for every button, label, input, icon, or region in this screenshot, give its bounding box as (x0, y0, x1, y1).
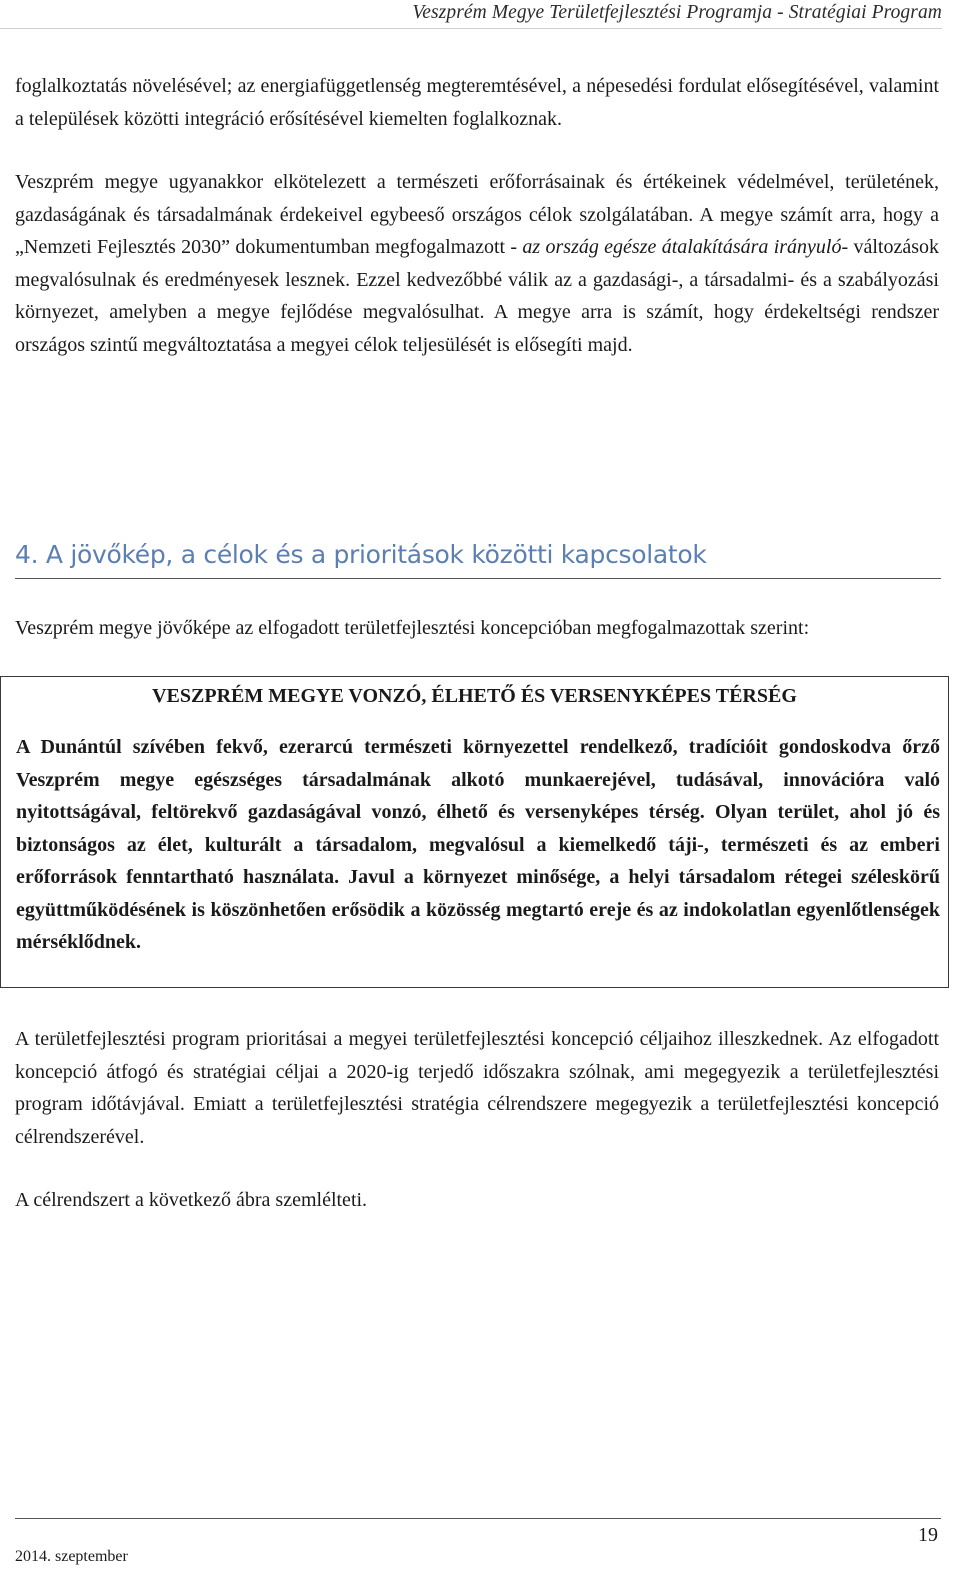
paragraph-1: foglalkoztatás növelésével; az energiafüggetlenség megteremtésével, a népesedési fordulat elősegítésével, valamint a települések közötti integráció erősítésével kiemelten foglalkoznak. (15, 75, 939, 130)
page-number: 19 (918, 1524, 938, 1546)
paragraph-2-text-a: Veszprém megye ugyanakkor elkötelezett a természeti erőforrásainak és értékeinek védelmével, területének, gazdaságának és társadalmának érdekeivel egybeeső országos célok szolgálatában. A megye számít arra, hogy a „Nemzeti Fejlesztés 2030” dokumentumban megfogalmazott - (15, 171, 939, 258)
footer-date: 2014. szeptember (15, 1548, 128, 1565)
vision-box (0, 676, 949, 988)
paragraph-2-italic: az ország egésze átalakítására irányuló (522, 236, 842, 258)
paragraph-3: Veszprém megye jövőképe az elfogadott területfejlesztési koncepcióban megfogalmazottak szerint: (15, 617, 810, 639)
vision-title: VESZPRÉM MEGYE VONZÓ, ÉLHETŐ ÉS VERSENYKÉPES TÉRSÉG (152, 685, 797, 707)
vision-text: A Dunántúl szívében fekvő, ezerarcú természeti környezettel rendelkező, tradícióit gondoskodva őrző Veszprém megye egészséges társadalmának alkotó munkaerejével, tudásával, innovációra való nyitottságával, feltörekvő gazdaságával vonzó, élhető és versenyképes térség. Olyan terület, ahol jó és biztonságos az élet, kulturált a társadalom, megvalósul a kiemelkedő táji-, természeti és az emberi erőforrások fenntartható használata. Javul a környezet minősége, a helyi társadalom rétegei széleskörű együttműködésének is köszönhetően erősödik a közösség megtartó ereje és az indokolatlan egyenlőtlenségek mérséklődnek. (16, 736, 940, 953)
paragraph-4: A területfejlesztési program prioritásai a megyei területfejlesztési koncepció céljaihoz illeszkednek. Az elfogadott koncepció átfogó és stratégiai céljai a 2020-ig terjedő időszakra szólnak, ami megegyezik a területfejlesztési program időtávjával. Emiatt a területfejlesztési stratégia célrendszere megegyezik a területfejlesztési koncepció célrendszerével. (15, 1028, 939, 1148)
footer-rule (15, 1518, 941, 1519)
running-header (0, 0, 942, 29)
section-heading-text: 4. A jövőkép, a célok és a prioritások közötti kapcsolatok (15, 540, 707, 569)
paragraph-2 (15, 166, 939, 361)
paragraph-5: A célrendszert a következő ábra szemlélteti. (15, 1189, 368, 1211)
section-heading (15, 532, 941, 579)
paragraph-2-text-b: - változások megvalósulnak és eredményesek lesznek. Ezzel kedvezőbbé válik az a gazdasági-, a társadalmi- és a szabályozási környezet, amelyben a megye fejlődése megvalósulhat. A megye arra is számít, hogy érdekeltségi rendszer országos szintű megváltoztatása a megyei célok teljesülését is elősegíti majd. (15, 236, 940, 356)
header-title: Veszprém Megye Területfejlesztési Programja - Stratégiai Program (412, 2, 942, 23)
